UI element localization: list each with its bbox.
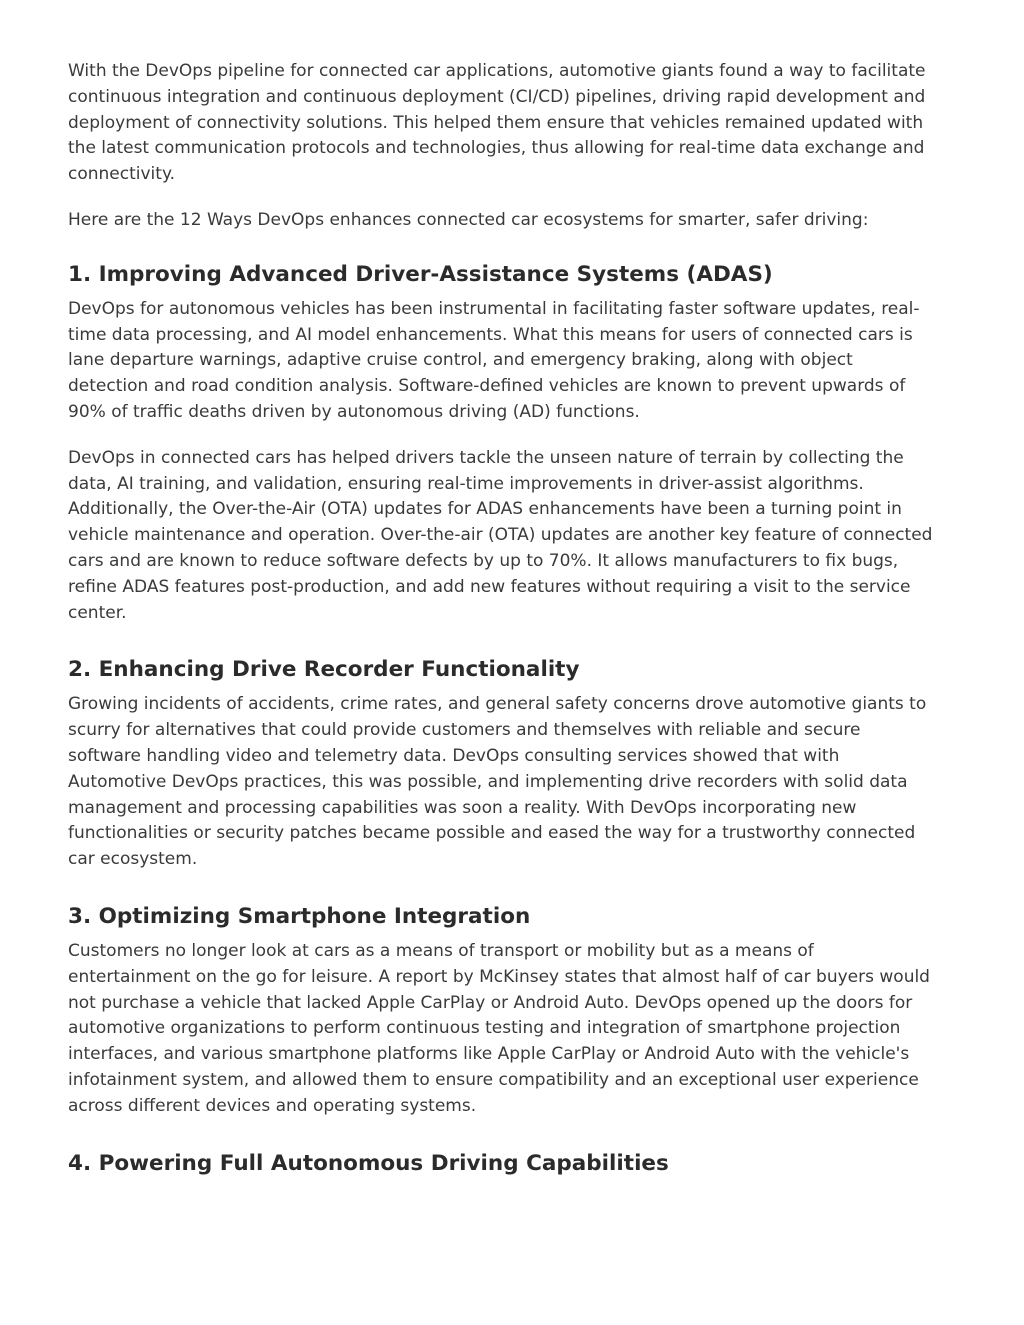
section-heading-autonomous-driving: 4. Powering Full Autonomous Driving Capabilities [68,1150,669,1176]
section-paragraph: DevOps in connected cars has helped drivers tackle the unseen nature of terrain by collecting the data, AI training, and validation, ensuring real-time improvements in driver-assist algorithms. Additionally, the Over-the-Air (OTA) updates for ADAS enhancements have been a turning point in vehicle maintenance and operation. Over-the-air (OTA) updates are another key feature of connected cars and are known to reduce software defects by up to 70%. It allows manufacturers to fix bugs, refine ADAS features post-production, and add new features without requiring a visit to the service center. [68,447,933,623]
document-page [68,59,936,1186]
intro-paragraph: With the DevOps pipeline for connected car applications, automotive giants found a way to facilitate continuous integration and continuous deployment (CI/CD) pipelines, driving rapid development and deployment of connectivity solutions. This helped them ensure that vehicles remained updated with the latest communication protocols and technologies, thus allowing for real-time data exchange and connectivity. [68,61,926,185]
intro-paragraph: Here are the 12 Ways DevOps enhances connected car ecosystems for smarter, safer driving: [68,209,869,230]
section-paragraph: Growing incidents of accidents, crime rates, and general safety concerns drove automotive giants to scurry for alternatives that could provide customers and themselves with reliable and secure software handling video and telemetry data. DevOps consulting services showed that with Automotive DevOps practices, this was possible, and implementing drive recorders with solid data management and processing capabilities was soon a reality. With DevOps incorporating new functionalities or security patches became possible and eased the way for a trustworthy connected car ecosystem. [68,694,927,870]
section-paragraph: DevOps for autonomous vehicles has been instrumental in facilitating faster software updates, real-time data processing, and AI model enhancements. What this means for users of connected cars is lane departure warnings, adaptive cruise control, and emergency braking, along with object detection and road condition analysis. Software-defined vehicles are known to prevent upwards of 90% of traffic deaths driven by autonomous driving (AD) functions. [68,298,920,422]
section-heading-adas: 1. Improving Advanced Driver-Assistance Systems (ADAS) [68,261,773,287]
section-heading-smartphone-integration: 3. Optimizing Smartphone Integration [68,903,531,929]
section-heading-drive-recorder: 2. Enhancing Drive Recorder Functionality [68,657,580,683]
section-paragraph: Customers no longer look at cars as a means of transport or mobility but as a means of entertainment on the go for leisure. A report by McKinsey states that almost half of car buyers would not purchase a vehicle that lacked Apple CarPlay or Android Auto. DevOps opened up the doors for automotive organizations to perform continuous testing and integration of smartphone projection interfaces, and various smartphone platforms like Apple CarPlay or Android Auto with the vehicle's infotainment system, and allowed them to ensure compatibility and an exceptional user experience across different devices and operating systems. [68,940,930,1116]
